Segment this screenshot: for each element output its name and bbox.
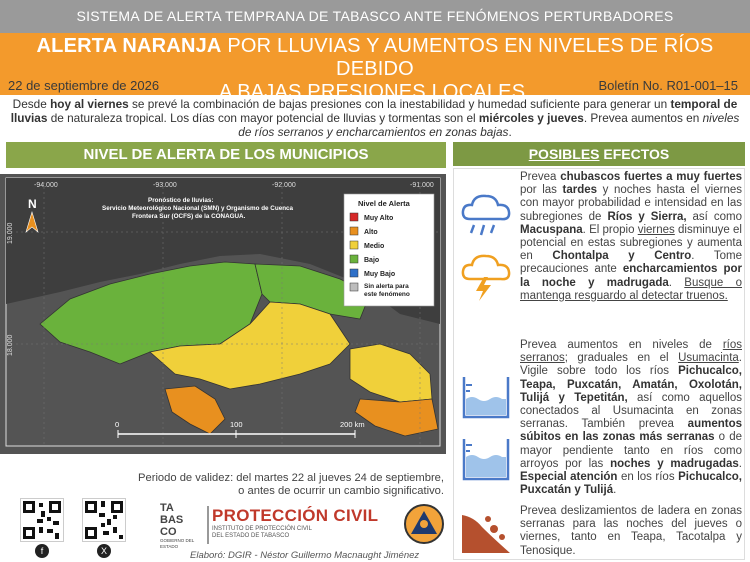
legend-label: Muy Alto [364,215,394,222]
qr-code-icon [21,499,63,541]
alert-map-svg [0,174,446,454]
legend-title: Nivel de Alerta [358,199,410,208]
alert-header [0,33,750,103]
validity-period [60,472,444,498]
alert-title [8,35,742,104]
bulletin-date: 22 de septiembre de 2026 [8,78,160,93]
effects-panel [453,168,745,560]
qr-code-facebook[interactable] [20,498,64,542]
forecast-source-line1: Servicio Meteorológico Nacional (SMN) y Organismo de Cuenca [102,205,294,212]
effect-rain-storms: Prevea chubascos fuertes a muy fuertes por las tardes y noches hasta el viernes con mayor probabilidad e intensidad en las subregiones de Ríos y Sierra, así como Macuspana. El propio viernes disminuye el potencial en estas subregiones y aumenta en Chontalpa y Centro. Tome precauciones ante encharcamientos por la noche y madrugada. Busque o mantenga resguardo al detectar truenos. [520,171,742,302]
intro-text: de naturaleza tropical. Los días con mayor potencial de lluvias y tormentas son el [47,111,479,125]
legend-swatch-medio [350,241,358,249]
effect-landslides: Prevea deslizamientos de ladera en zonas serranas para las noches del jueves o viernes, tanto en Teapa, Tacotalpa y Tenosique. [520,505,742,557]
legend-swatch-muy-bajo [350,269,358,277]
effects-title [453,142,745,166]
tabasco-logo-text: BAS [160,514,184,526]
lon-label: -91.000 [410,182,434,189]
intro-emphasis: miércoles y jueves [478,111,584,125]
map-section-title: NIVEL DE ALERTA DE LOS MUNICIPIOS [6,142,446,168]
river-level-icon [458,431,514,485]
map-section [0,140,450,562]
legend-label-sin-alerta-2: este fenómeno [364,291,410,298]
landslide-icon [458,503,514,557]
alert-title-line2: A BAJAS PRESIONES LOCALES. [219,81,531,103]
proteccion-civil-sub1: INSTITUTO DE PROTECCIÓN CIVIL [212,526,312,532]
legend-label: Bajo [364,257,380,264]
legend-label: Alto [364,229,378,236]
intro-text: . Prevea aumentos en [583,111,703,125]
legend-swatch-bajo [350,255,358,263]
forecast-source-line2: Frontera Sur (OCFS) de la CONAGUA. [132,213,246,220]
scale-label: 200 km [340,420,365,429]
institutional-logos [160,502,446,548]
effect-river-levels: Prevea aumentos en niveles de ríos serranos; graduales en el Usumacinta. Vigile sobre todo los ríos Pichucalco, Teapa, Puxcatán, Amatán, Oxolotán, Tulijá y Tepetitán, así como aquellos conectados al Usumacinta en zonas serranas. También prevea aumentos súbitos en las zonas más serranas o de mayor pendiente tanto en ríos como arroyos por las noches y madrugadas. Especial atención en los ríos Pichucalco, Puxcatán y Tulijá. [520,339,743,497]
validity-line2: o antes de ocurrir un cambio significativo. [238,485,444,497]
intro-italic: niveles de ríos serranos y encharcamientos en zonas bajas [238,111,740,139]
alert-level: ALERTA NARANJA [36,35,222,57]
north-label: N [28,197,37,211]
lon-label: -93.000 [153,182,177,189]
legend-label [364,283,411,298]
river-level-icon [458,369,514,423]
storm-cloud-icon [458,249,514,303]
scale-label: 100 [230,420,243,429]
lon-label: -92.000 [272,182,296,189]
alert-title-line1: POR LLUVIAS Y AUMENTOS EN NIVELES DE RÍOS DEBIDO [221,35,714,80]
intro-emphasis: temporal de lluvias [10,97,738,125]
lon-label: -94.000 [34,182,58,189]
logo-divider [207,506,209,544]
bulletin-number: Boletín No. R01-001–15 [598,78,738,93]
legend-label: Medio [364,243,385,250]
qr-code-icon [83,499,125,541]
proteccion-civil-title: PROTECCIÓN CIVIL [212,506,379,525]
proteccion-civil-logo [212,506,378,540]
system-title: SISTEMA DE ALERTA TEMPRANA DE TABASCO ANTE FENÓMENOS PERTURBADORES [76,8,674,24]
validity-line1: Periodo de validez: del martes 22 al jueves 24 de septiembre, [138,472,444,484]
legend-label: Muy Bajo [364,271,396,278]
proteccion-civil-sub2: DEL ESTADO DE TABASCO [212,533,290,539]
lat-label: 18.000 [7,334,14,356]
forecast-source-title: Pronóstico de lluvias: [148,197,214,204]
intro-text: . [508,125,512,139]
legend-label-sin-alerta: Sin alerta para [364,283,409,290]
tabasco-logo-caption: GOBIERNO DEL ESTADO [160,538,195,549]
x-icon[interactable]: X [97,544,111,558]
effects-title-part1: POSIBLES [528,146,600,162]
author-credit: Elaboró: DGIR - Néstor Guillermo Macnaught Jiménez [190,550,420,561]
tabasco-logo-text: CO [160,526,177,538]
rain-cloud-icon [458,189,514,243]
lat-label: 19.000 [7,222,14,244]
effects-section [453,140,745,560]
scale-label: 0 [115,420,120,429]
legend-swatch-sin-alerta [350,283,358,291]
proteccion-civil-emblem-icon [404,504,444,544]
legend-swatch-muy-alto [350,213,358,221]
system-title-bar [0,0,750,33]
tabasco-logo-text: TA [160,502,174,514]
tabasco-logo [160,502,208,548]
legend-swatch-alto [350,227,358,235]
effects-title-part2: EFECTOS [599,146,670,162]
intro-paragraph [0,97,750,139]
alert-map [0,174,446,454]
intro-text: Desde [12,97,51,111]
effects-icons [454,169,518,561]
intro-emphasis: hoy al viernes [50,97,129,111]
qr-code-x[interactable] [82,498,126,542]
map-legend [344,194,434,306]
intro-text: se prevé la combinación de bajas presiones con la inestabilidad y humedad suficiente para generar un [128,97,671,111]
facebook-icon[interactable]: f [35,544,49,558]
